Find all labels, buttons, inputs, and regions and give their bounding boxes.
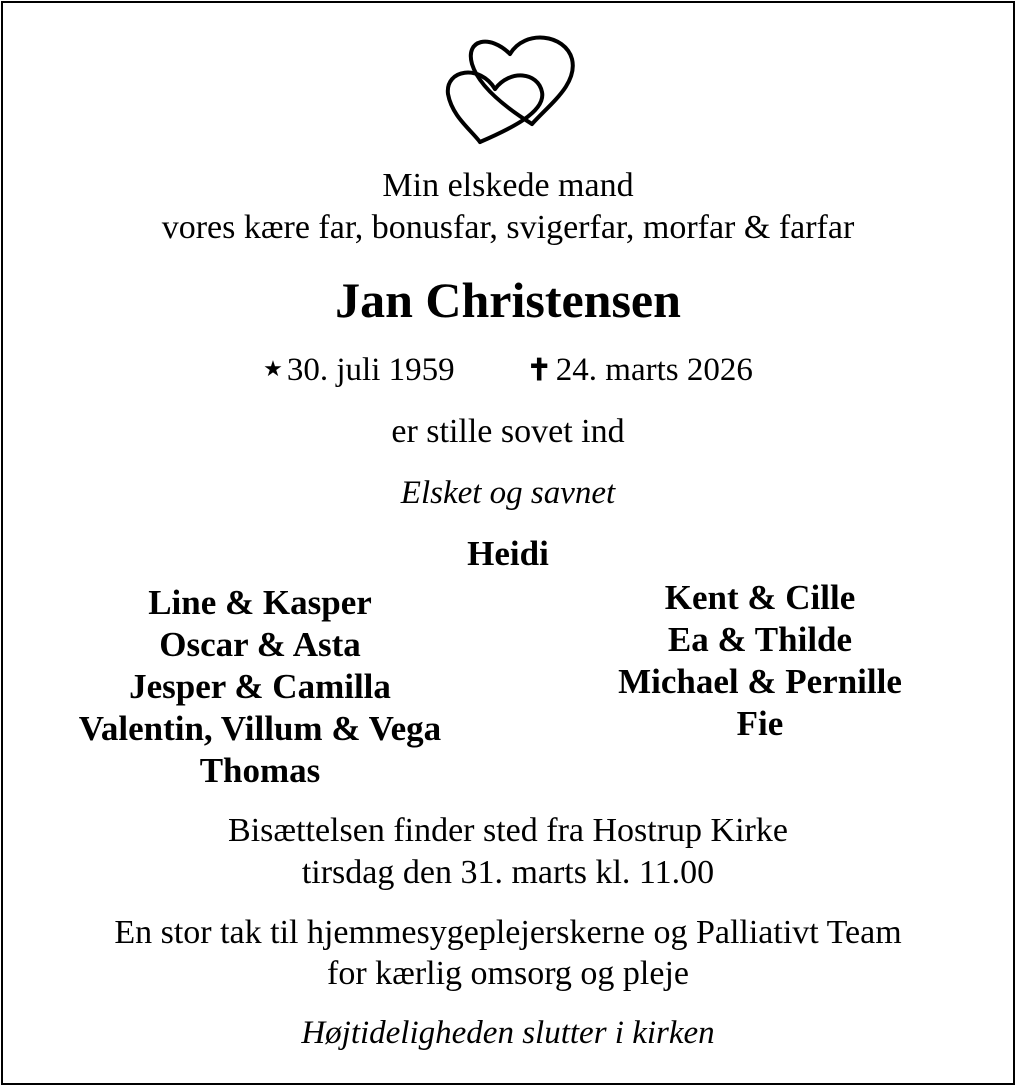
family-left-column — [0, 582, 520, 792]
two-hearts-icon — [440, 24, 580, 148]
closing-line: Højtideligheden slutter i kirken — [301, 1015, 715, 1051]
spouse-name: Heidi — [467, 534, 549, 573]
funeral-line-2: tirsdag den 31. marts kl. 11.00 — [301, 854, 715, 891]
family-right-item: Ea & Thilde — [667, 620, 853, 659]
thanks-line-2: for kærlig omsorg og pleje — [327, 955, 689, 992]
thanks-line-1: En stor tak til hjemmesygeplejerskerne og Palliativt Team — [114, 914, 902, 951]
family-left-item: Valentin, Villum & Vega — [78, 709, 442, 748]
tagline: Elsket og savnet — [400, 475, 616, 511]
birth-date: 30. juli 1959 — [286, 352, 455, 388]
phrase: er stille sovet ind — [391, 413, 625, 450]
star-icon: ★ — [263, 356, 283, 381]
family-left-item: Jesper & Camilla — [129, 667, 391, 706]
family-left-item: Oscar & Asta — [159, 625, 361, 664]
family-right-item: Michael & Pernille — [618, 662, 902, 701]
deceased-name: Jan Christensen — [335, 272, 681, 328]
dates-row — [0, 351, 1016, 392]
family-left-item: Line & Kasper — [148, 583, 372, 622]
cross-icon: ✝ — [526, 354, 552, 387]
family-right-column — [500, 577, 1016, 745]
family-right-item: Kent & Cille — [664, 578, 856, 617]
death-date: 24. marts 2026 — [555, 352, 753, 388]
funeral-line-1: Bisættelsen finder sted fra Hostrup Kirke — [228, 812, 788, 849]
intro-line-1: Min elskede mand — [382, 167, 634, 204]
intro-line-2: vores kære far, bonusfar, svigerfar, morfar & farfar — [161, 209, 855, 246]
family-right-item: Fie — [736, 704, 784, 743]
family-left-item: Thomas — [199, 751, 321, 790]
